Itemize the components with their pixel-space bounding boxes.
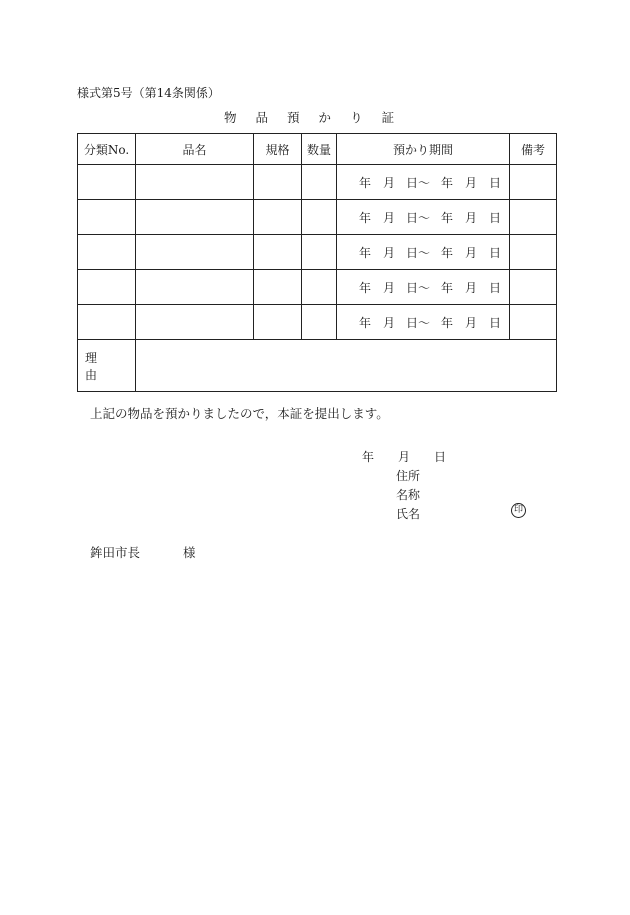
reason-label: 理由 — [78, 340, 136, 392]
cell-spec[interactable] — [254, 305, 302, 340]
table-row — [78, 165, 557, 200]
title-char: 物 — [224, 110, 237, 125]
cell-item-name[interactable] — [136, 305, 254, 340]
table-row — [78, 270, 557, 305]
cell-remarks[interactable] — [510, 305, 557, 340]
reason-row — [78, 340, 557, 392]
submission-statement: 上記の物品を預かりましたので，本証を提出します。 — [90, 406, 389, 421]
cell-quantity[interactable] — [302, 235, 337, 270]
addressee-name: 鉾田市長 — [90, 545, 141, 560]
header-item-name: 品名 — [136, 134, 254, 165]
table-header-row — [78, 134, 557, 165]
cell-period[interactable]: 年 月 日〜 年 月 日 — [337, 270, 510, 305]
date-day-label: 日 — [434, 450, 447, 464]
cell-period[interactable]: 年 月 日〜 年 月 日 — [337, 200, 510, 235]
cell-category-no[interactable] — [78, 270, 136, 305]
cell-remarks[interactable] — [510, 165, 557, 200]
title-char: 証 — [381, 110, 395, 125]
cell-spec[interactable] — [254, 270, 302, 305]
document-title — [224, 108, 394, 126]
organization-name-label: 名称 — [396, 488, 421, 502]
header-spec: 規格 — [254, 134, 302, 165]
addressee-honorific: 様 — [183, 545, 196, 560]
table-row — [78, 200, 557, 235]
address-label: 住所 — [396, 469, 421, 483]
header-category-no: 分類No. — [78, 134, 136, 165]
submission-date-line — [362, 448, 470, 465]
title-char: か — [318, 110, 332, 125]
form-number-label: 様式第5号（第14条関係） — [77, 86, 220, 100]
title-char: り — [350, 110, 363, 125]
cell-item-name[interactable] — [136, 235, 254, 270]
cell-item-name[interactable] — [136, 200, 254, 235]
cell-quantity[interactable] — [302, 165, 337, 200]
date-month-label: 月 — [398, 450, 411, 464]
cell-item-name[interactable] — [136, 165, 254, 200]
deposit-items-table — [77, 133, 557, 392]
header-remarks: 備考 — [510, 134, 557, 165]
person-name-label: 氏名 — [396, 507, 421, 521]
cell-period[interactable]: 年 月 日〜 年 月 日 — [337, 235, 510, 270]
cell-quantity[interactable] — [302, 200, 337, 235]
cell-category-no[interactable] — [78, 305, 136, 340]
cell-remarks[interactable] — [510, 200, 557, 235]
cell-remarks[interactable] — [510, 270, 557, 305]
cell-spec[interactable] — [254, 235, 302, 270]
date-year-label: 年 — [362, 450, 375, 464]
cell-category-no[interactable] — [78, 200, 136, 235]
reason-field[interactable] — [136, 340, 557, 392]
header-period: 預かり期間 — [337, 134, 510, 165]
cell-quantity[interactable] — [302, 305, 337, 340]
header-quantity: 数量 — [302, 134, 337, 165]
table-row — [78, 235, 557, 270]
cell-spec[interactable] — [254, 165, 302, 200]
cell-item-name[interactable] — [136, 270, 254, 305]
cell-remarks[interactable] — [510, 235, 557, 270]
cell-quantity[interactable] — [302, 270, 337, 305]
cell-period[interactable]: 年 月 日〜 年 月 日 — [337, 305, 510, 340]
table-row — [78, 305, 557, 340]
title-char: 預 — [287, 110, 300, 125]
seal-icon: 印 — [511, 503, 526, 518]
cell-category-no[interactable] — [78, 165, 136, 200]
title-char: 品 — [255, 110, 269, 125]
cell-spec[interactable] — [254, 200, 302, 235]
cell-period[interactable]: 年 月 日〜 年 月 日 — [337, 165, 510, 200]
cell-category-no[interactable] — [78, 235, 136, 270]
